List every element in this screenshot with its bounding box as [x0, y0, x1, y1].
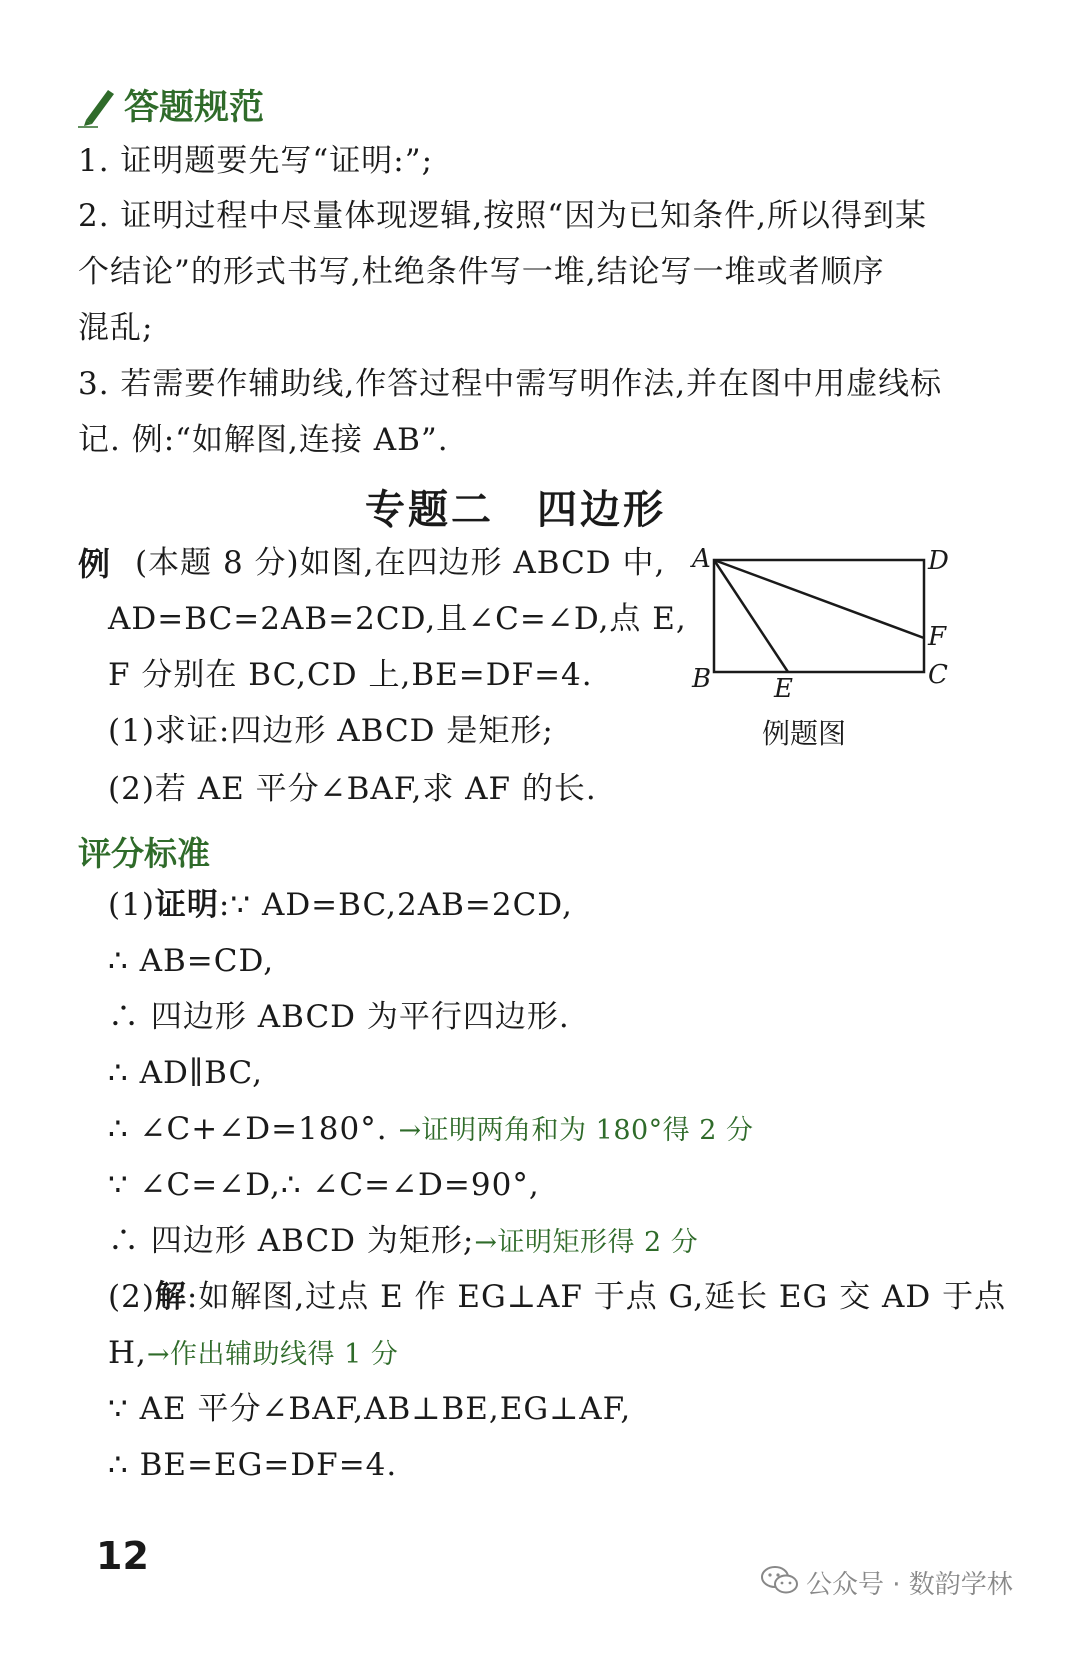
- rule-2-line-2: 个结论”的形式书写,杜绝条件写一堆,结论写一堆或者顺序: [78, 254, 885, 290]
- point-label-d: D: [928, 546, 949, 576]
- scoring-step-7: [108, 1223, 698, 1260]
- step-8-text: :如解图,过点 E 作 EG⊥AF 于点 G,延长 EG 交 AD 于点: [186, 1279, 1007, 1315]
- step-1-prefix: (1): [108, 887, 155, 923]
- example-line-1: (本题 8 分)如图,在四边形 ABCD 中,: [135, 545, 666, 581]
- step-7-score-note: →证明矩形得 2 分: [474, 1227, 699, 1258]
- step-1-label: 证明: [154, 887, 219, 923]
- point-label-a: A: [692, 544, 711, 574]
- rectangle-abcd: [714, 560, 924, 672]
- scoring-heading: 评分标准: [78, 834, 210, 873]
- step-8-prefix: (2): [108, 1279, 155, 1315]
- point-label-e: E: [774, 674, 793, 704]
- rule-2-line-1: 2. 证明过程中尽量体现逻辑,按照“因为已知条件,所以得到某: [78, 198, 927, 234]
- scoring-step-9: [108, 1335, 398, 1372]
- step-8-label: 解: [154, 1279, 187, 1315]
- scoring-step-8: [108, 1279, 1006, 1316]
- answer-norms-heading: 答题规范: [124, 88, 265, 128]
- pencil-icon: [78, 84, 118, 128]
- segment-ae: [714, 560, 788, 672]
- step-5-text: ∴ ∠C+∠D=180°.: [108, 1111, 388, 1147]
- rule-2-line-3: 混乱;: [78, 310, 154, 346]
- step-9-score-note: →作出辅助线得 1 分: [146, 1339, 399, 1370]
- figure-caption: 例题图: [762, 717, 847, 750]
- segment-af: [714, 560, 924, 638]
- point-label-c: C: [928, 660, 948, 690]
- topic-title: 专题二 四边形: [365, 487, 666, 533]
- watermark-text: 公众号 · 数韵学林: [806, 1570, 1013, 1600]
- example-label: 例: [78, 545, 112, 583]
- scoring-step-2: ∴ AB=CD,: [108, 943, 275, 979]
- wechat-icon: [760, 1564, 800, 1596]
- rule-3-line-2: 记. 例:“如解图,连接 AB”.: [78, 422, 449, 458]
- rule-3-line-1: 3. 若需要作辅助线,作答过程中需写明作法,并在图中用虚线标: [78, 366, 943, 402]
- step-1-text: :∵ AD=BC,2AB=2CD,: [218, 887, 573, 923]
- point-label-f: F: [928, 622, 947, 652]
- scoring-step-5: [108, 1111, 754, 1148]
- scoring-step-11: ∴ BE=EG=DF=4.: [108, 1447, 398, 1483]
- example-line-3: F 分别在 BC,CD 上,BE=DF=4.: [108, 657, 593, 693]
- step-7-text: ∴ 四边形 ABCD 为矩形;: [108, 1223, 475, 1259]
- scoring-step-1: [108, 887, 573, 924]
- scoring-step-3: ∴ 四边形 ABCD 为平行四边形.: [108, 999, 570, 1035]
- scoring-step-4: ∴ AD∥BC,: [108, 1055, 263, 1091]
- example-line-2: AD=BC=2AB=2CD,且∠C=∠D,点 E,: [108, 601, 687, 637]
- step-9-text: H,: [108, 1335, 147, 1371]
- rule-1: 1. 证明题要先写“证明:”;: [78, 143, 434, 179]
- point-label-b: B: [692, 664, 712, 694]
- scoring-step-10: ∵ AE 平分∠BAF,AB⊥BE,EG⊥AF,: [108, 1391, 632, 1427]
- example-question-1: (1)求证:四边形 ABCD 是矩形;: [108, 713, 554, 749]
- scoring-step-6: ∵ ∠C=∠D,∴ ∠C=∠D=90°,: [108, 1167, 540, 1203]
- page-number: 12: [96, 1534, 149, 1578]
- step-5-score-note: →证明两角和为 180°得 2 分: [398, 1115, 754, 1146]
- example-question-2: (2)若 AE 平分∠BAF,求 AF 的长.: [108, 771, 597, 807]
- example-figure: [690, 540, 980, 760]
